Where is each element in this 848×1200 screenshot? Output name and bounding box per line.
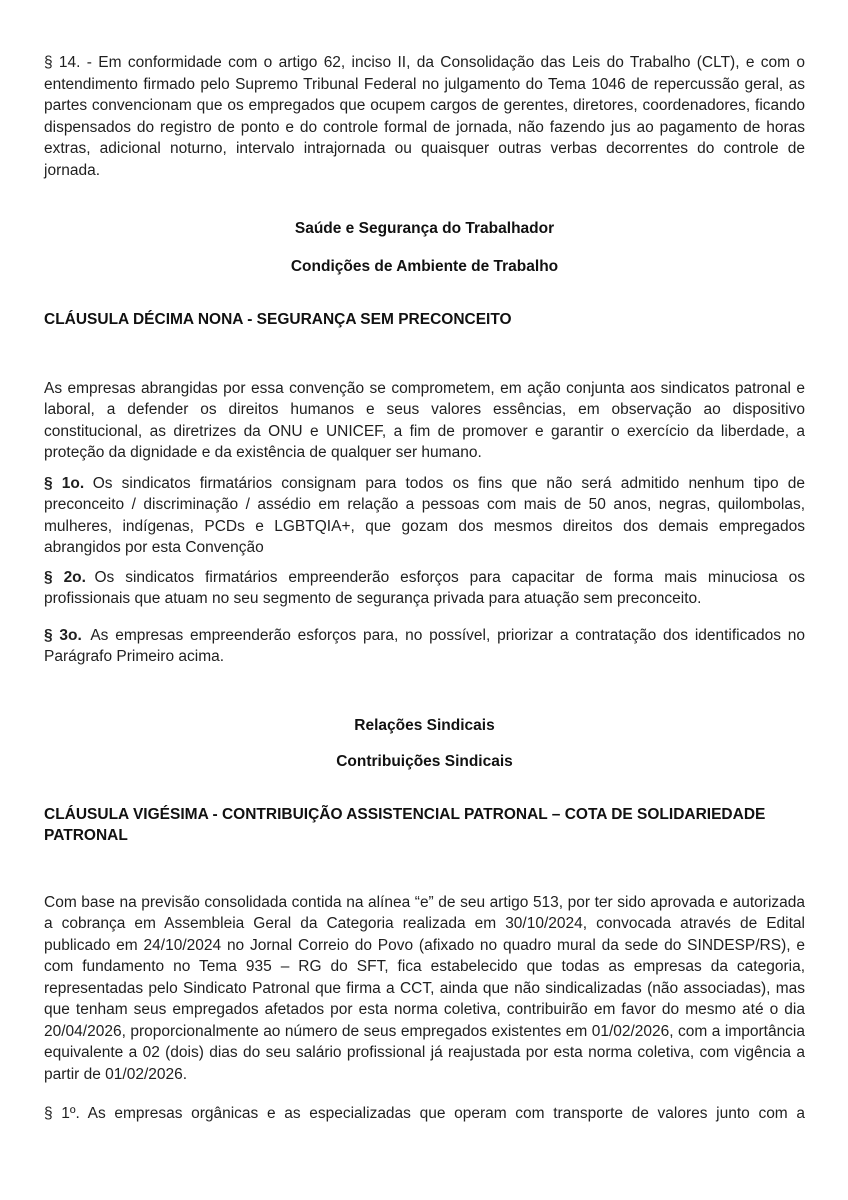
paragraph-text-s2: Os sindicatos firmatários empreenderão esforços para capacitar de forma mais minuciosa os profissionais que atuam no seu segmento de segurança privada para atuação sem preconceito. — [44, 568, 806, 607]
section-heading-contribuicoes-sindicais: Contribuições Sindicais — [336, 753, 513, 770]
paragraph-text-s1: Os sindicatos firmatários consignam para todos os fins que não será admitido nenhum tipo de preconceito / discriminação / assédio em relação a pessoas com mais de 50 anos, negras, quilombolas, mulheres, indígenas, PCDs e LGBTQIA+, que gozam dos mesmos direitos dos demais empregados abrangidos por esta Convenção — [44, 474, 805, 556]
clause-heading-decima-nona: CLÁUSULA DÉCIMA NONA - SEGURANÇA SEM PRECONCEITO — [44, 311, 512, 328]
section-heading-saude-seguranca: Saúde e Segurança do Trabalhador — [294, 220, 555, 237]
paragraph-marker-s3: § 3o. — [44, 626, 82, 644]
paragraph-clt-exemption: § 14. - Em conformidade com o artigo 62, inciso II, da Consolidação das Leis do Trabalho (CLT), e com o entendimento firmado pelo Supremo Tribunal Federal no julgamento do Tema 1046 de repercussão geral, as partes convencionam que os empregados que ocupem cargos de gerentes, diretores, coordenadores, ficando dispensados do registro de ponto e do controle formal de jornada, não fazendo jus ao pagamento de horas extras, adicional noturno, intervalo intrajornada ou quaisquer outras verbas decorrentes do controle de jornada. — [44, 54, 805, 179]
paragraph-marker-s1: § 1o. — [44, 474, 85, 492]
paragraph-s2-capacitacao — [44, 567, 805, 610]
paragraph-contribuicao-assistencial: Com base na previsão consolidada contida na alínea “e” de seu artigo 513, por ter sido aprovada e autorizada a cobrança em Assembleia Geral da Categoria realizada em 30/10/2024, convocada através de Edital publicado em 24/10/2024 no Jornal Correio do Povo (afixado no quadro mural da sede do SINDESP/RS), e com fundamento no Tema 935 – RG do SFT, fica estabelecido que todas as empresas da categoria, representadas pelo Sindicato Patronal que firma a CCT, ainda que não sindicalizadas (não associadas), mas que tenham seus empregados afetados por esta norma coletiva, contribuirão em favor do mesmo até o dia 20/04/2026, proporcionalmente ao número de seus empregados existentes em 01/02/2026, com a importância equivalente a 02 (dois) dias do seu salário profissional já reajustada por esta norma coletiva, com vigência a partir de 01/02/2026. — [44, 893, 805, 1083]
paragraph-s1-preconceito — [44, 473, 805, 559]
paragraph-text-s3: As empresas empreenderão esforços para, no possível, priorizar a contratação dos identificados no Parágrafo Primeiro acima. — [44, 626, 806, 665]
paragraph-s1-transporte-valores-truncated: § 1º. As empresas orgânicas e as especializadas que operam com transporte de valores junto com a — [44, 1105, 805, 1122]
paragraph-marker-s2: § 2o. — [44, 568, 86, 586]
section-heading-relacoes-sindicais: Relações Sindicais — [354, 716, 495, 734]
paragraph-s3-contratacao — [44, 625, 805, 668]
clause-heading-vigesima: CLÁUSULA VIGÉSIMA - CONTRIBUIÇÃO ASSISTENCIAL PATRONAL – COTA DE SOLIDARIEDADE PATRONAL — [44, 805, 766, 844]
paragraph-direitos-humanos: As empresas abrangidas por essa convenção se comprometem, em ação conjunta aos sindicatos patronal e laboral, a defender os direitos humanos e seus valores essências, em observação ao dispositivo constitucional, as diretrizes da ONU e UNICEF, a fim de promover e garantir o exercício da liberdade, a proteção da dignidade e da existência de qualquer ser humano. — [44, 379, 805, 461]
section-heading-condicoes-ambiente: Condições de Ambiente de Trabalho — [290, 257, 559, 275]
